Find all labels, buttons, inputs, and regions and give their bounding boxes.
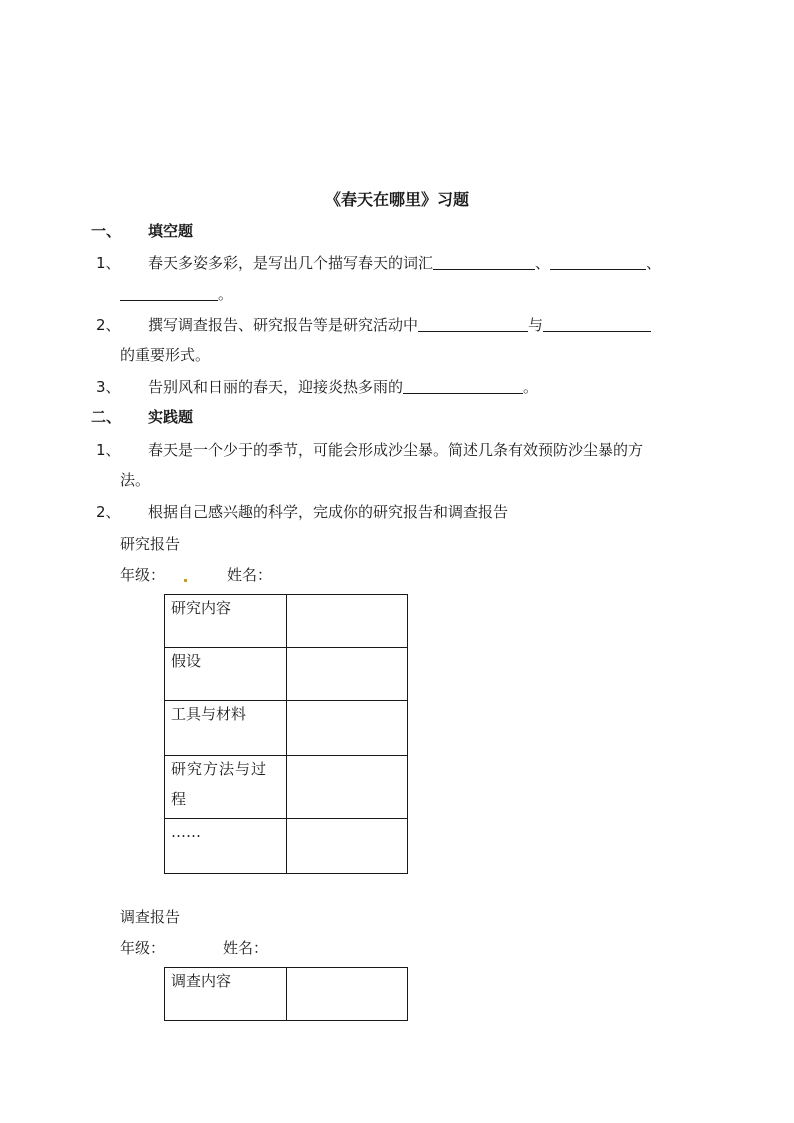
table-row <box>165 968 408 1021</box>
research-report-heading: 研究报告 <box>120 535 181 553</box>
answer-blank[interactable] <box>418 315 528 332</box>
answer-cell[interactable] <box>287 968 408 1021</box>
s1-q1-prompt: 春天多姿多彩，是写出几个描写春天的词汇 <box>148 254 434 272</box>
dot-mark-icon <box>184 579 187 582</box>
answer-blank[interactable] <box>403 377 523 394</box>
s2-q1-number: 1、 <box>96 441 121 459</box>
s2-q1-line1: 春天是一个少于的季节，可能会形成沙尘暴。简述几条有效预防沙尘暴的方 <box>148 441 644 459</box>
page-title: 《春天在哪里》习题 <box>324 190 469 209</box>
period: 。 <box>523 378 539 396</box>
row-label: 研究方法与过 程 <box>165 756 287 819</box>
row-label: 工具与材料 <box>165 701 287 756</box>
section-2-label: 实践题 <box>148 408 194 426</box>
research-report-table <box>164 594 408 874</box>
s1-q2-number: 2、 <box>96 316 121 334</box>
table-row <box>165 819 408 874</box>
table-row <box>165 756 408 819</box>
table-row <box>165 648 408 701</box>
survey-report-table <box>164 967 408 1021</box>
row-label: …… <box>165 819 287 874</box>
section-1-number: 一、 <box>91 222 122 240</box>
s2-q2-text: 根据自己感兴趣的科学，完成你的研究报告和调查报告 <box>148 503 509 521</box>
s1-q3-text <box>148 377 538 397</box>
s1-q2-text <box>148 315 651 335</box>
connector: 与 <box>528 316 544 334</box>
row-label: 调查内容 <box>165 968 287 1021</box>
grade-field[interactable] <box>172 565 187 585</box>
answer-blank[interactable] <box>433 253 535 270</box>
section-1-label: 填空题 <box>148 222 194 240</box>
survey-name-label: 姓名： <box>223 939 269 957</box>
row-label: 假设 <box>165 648 287 701</box>
s1-q2-continuation: 的重要形式。 <box>120 346 211 364</box>
answer-cell[interactable] <box>287 701 408 756</box>
answer-cell[interactable] <box>287 819 408 874</box>
answer-blank[interactable] <box>120 284 218 301</box>
separator: 、 <box>646 254 662 272</box>
s2-q1-line2: 法。 <box>120 471 151 489</box>
section-2-number: 二、 <box>91 408 122 426</box>
answer-blank[interactable] <box>550 253 646 270</box>
row-label: 研究内容 <box>165 595 287 648</box>
answer-cell[interactable] <box>287 648 408 701</box>
survey-report-heading: 调查报告 <box>120 908 181 926</box>
s1-q1-number: 1、 <box>96 254 121 272</box>
s1-q3-prompt: 告别风和日丽的春天，迎接炎热多雨的 <box>148 378 404 396</box>
table-row <box>165 595 408 648</box>
s1-q1-text <box>148 253 661 273</box>
s1-q2-prompt: 撰写调查报告、研究报告等是研究活动中 <box>148 316 419 334</box>
s1-q1-continuation <box>120 284 233 304</box>
research-name-label: 姓名： <box>227 566 273 584</box>
research-grade-label: 年级： <box>120 566 166 584</box>
s2-q2-number: 2、 <box>96 503 121 521</box>
answer-cell[interactable] <box>287 595 408 648</box>
answer-cell[interactable] <box>287 756 408 819</box>
separator: 、 <box>535 254 551 272</box>
survey-grade-label: 年级： <box>120 939 166 957</box>
period: 。 <box>218 285 234 303</box>
answer-blank[interactable] <box>543 315 651 332</box>
s1-q3-number: 3、 <box>96 378 121 396</box>
table-row <box>165 701 408 756</box>
